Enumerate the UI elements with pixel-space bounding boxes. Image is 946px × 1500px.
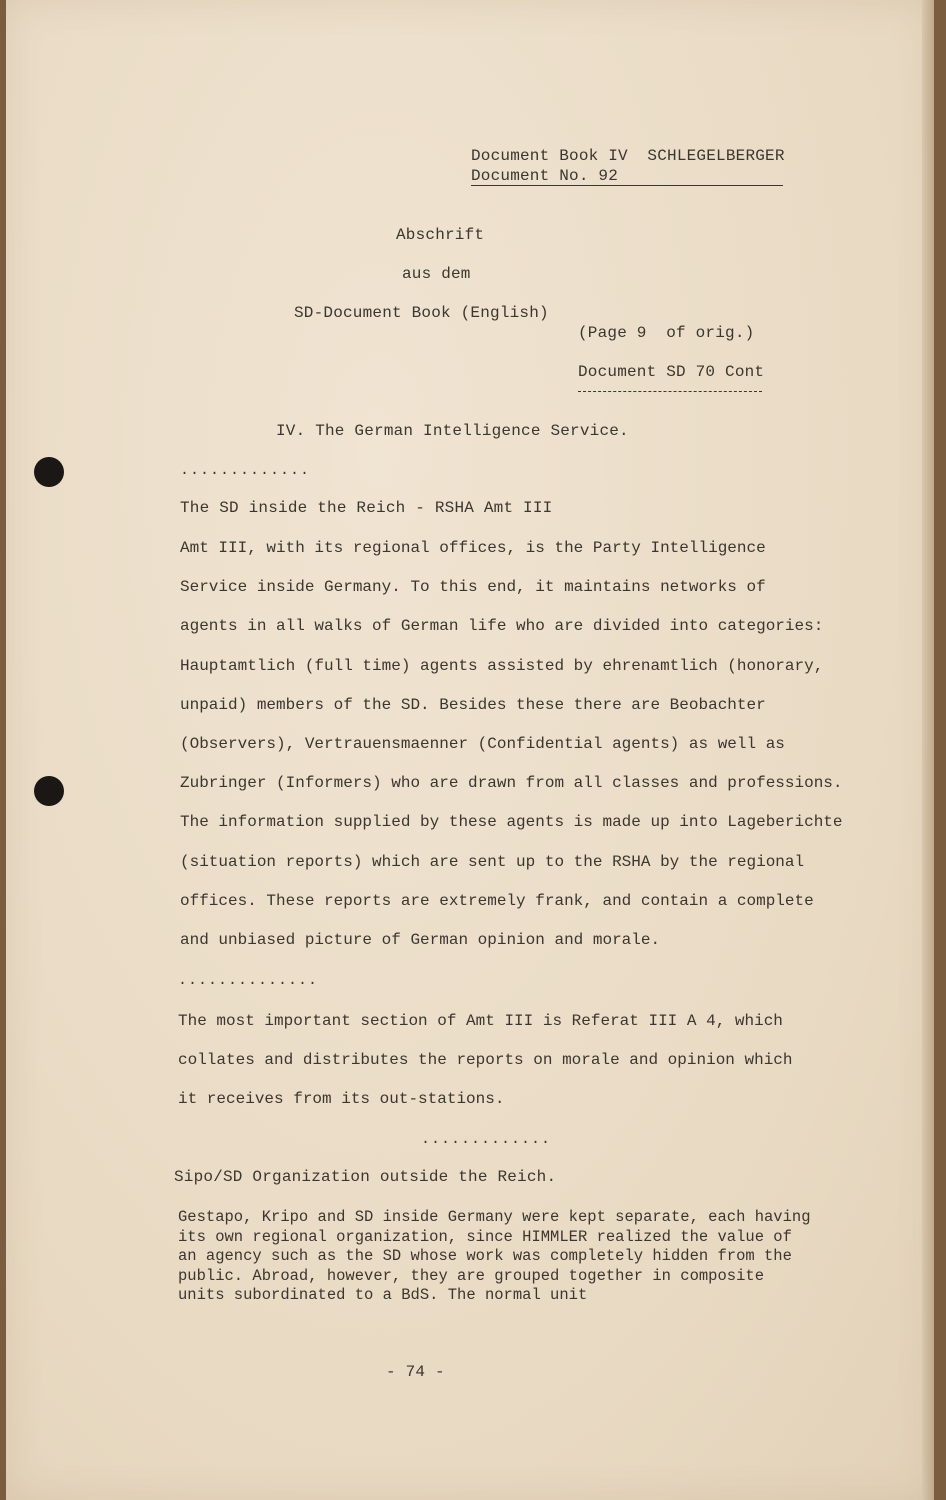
- paragraph-referat: The most important section of Amt III is Referat III A 4, which collates and distributes the reports on morale and opinion which it receives from its out-stations.: [178, 1012, 793, 1109]
- section-heading: IV. The German Intelligence Service.: [276, 422, 629, 440]
- sd-document-book: SD-Document Book (English): [294, 304, 549, 322]
- subheading-sipo-sd: Sipo/SD Organization outside the Reich.: [174, 1168, 557, 1186]
- header-underline: [471, 185, 783, 186]
- subheading-sd-reich: The SD inside the Reich - RSHA Amt III: [180, 499, 553, 517]
- abschrift: Abschrift: [396, 226, 485, 244]
- header-doc-number: Document No. 92: [471, 167, 619, 185]
- document-page: [6, 0, 934, 1500]
- page-number: - 74 -: [386, 1363, 445, 1381]
- page-edge: [922, 0, 934, 1500]
- header-book: Document Book IV SCHLEGELBERGER: [471, 147, 785, 165]
- page-of-orig: (Page 9 of orig.): [578, 324, 755, 342]
- paragraph-amt-iii: Amt III, with its regional offices, is the Party Intelligence Service inside Germany. To this end, it maintains networks of agents in all walks of German life who are divided into categories: Hauptamtlich (full time) agents assisted by ehrenamtlich (honorary, unpaid) members of the SD. Besides these there are Beobachter (Observers), Vertrauensmaenner (Confidential agents) as well as Zubringer (Informers) who are drawn from all classes and professions. The information supplied by these agents is made up into Lageberichte (situation reports) which are sent up to the RSHA by the regional offices. These reports are extremely frank, and contain a complete and unbiased picture of German opinion and morale.: [180, 539, 843, 950]
- paragraph-gestapo: Gestapo, Kripo and SD inside Germany were kept separate, each having its own regional organization, since HIMMLER realized the value of an agency such as the SD whose work was completely hidden from the public. Abroad, however, they are grouped together in composite units subordinated to a BdS. The normal unit: [178, 1208, 811, 1305]
- punch-hole-bottom: [34, 776, 64, 806]
- punch-hole-top: [34, 457, 64, 487]
- aus-dem: aus dem: [402, 265, 471, 283]
- ellipsis-2: ..............: [178, 972, 319, 989]
- ellipsis-3: .............: [421, 1131, 552, 1148]
- document-underline: [578, 391, 762, 392]
- document-sd-70: Document SD 70 Cont: [578, 363, 765, 381]
- ellipsis-1: .............: [180, 462, 311, 479]
